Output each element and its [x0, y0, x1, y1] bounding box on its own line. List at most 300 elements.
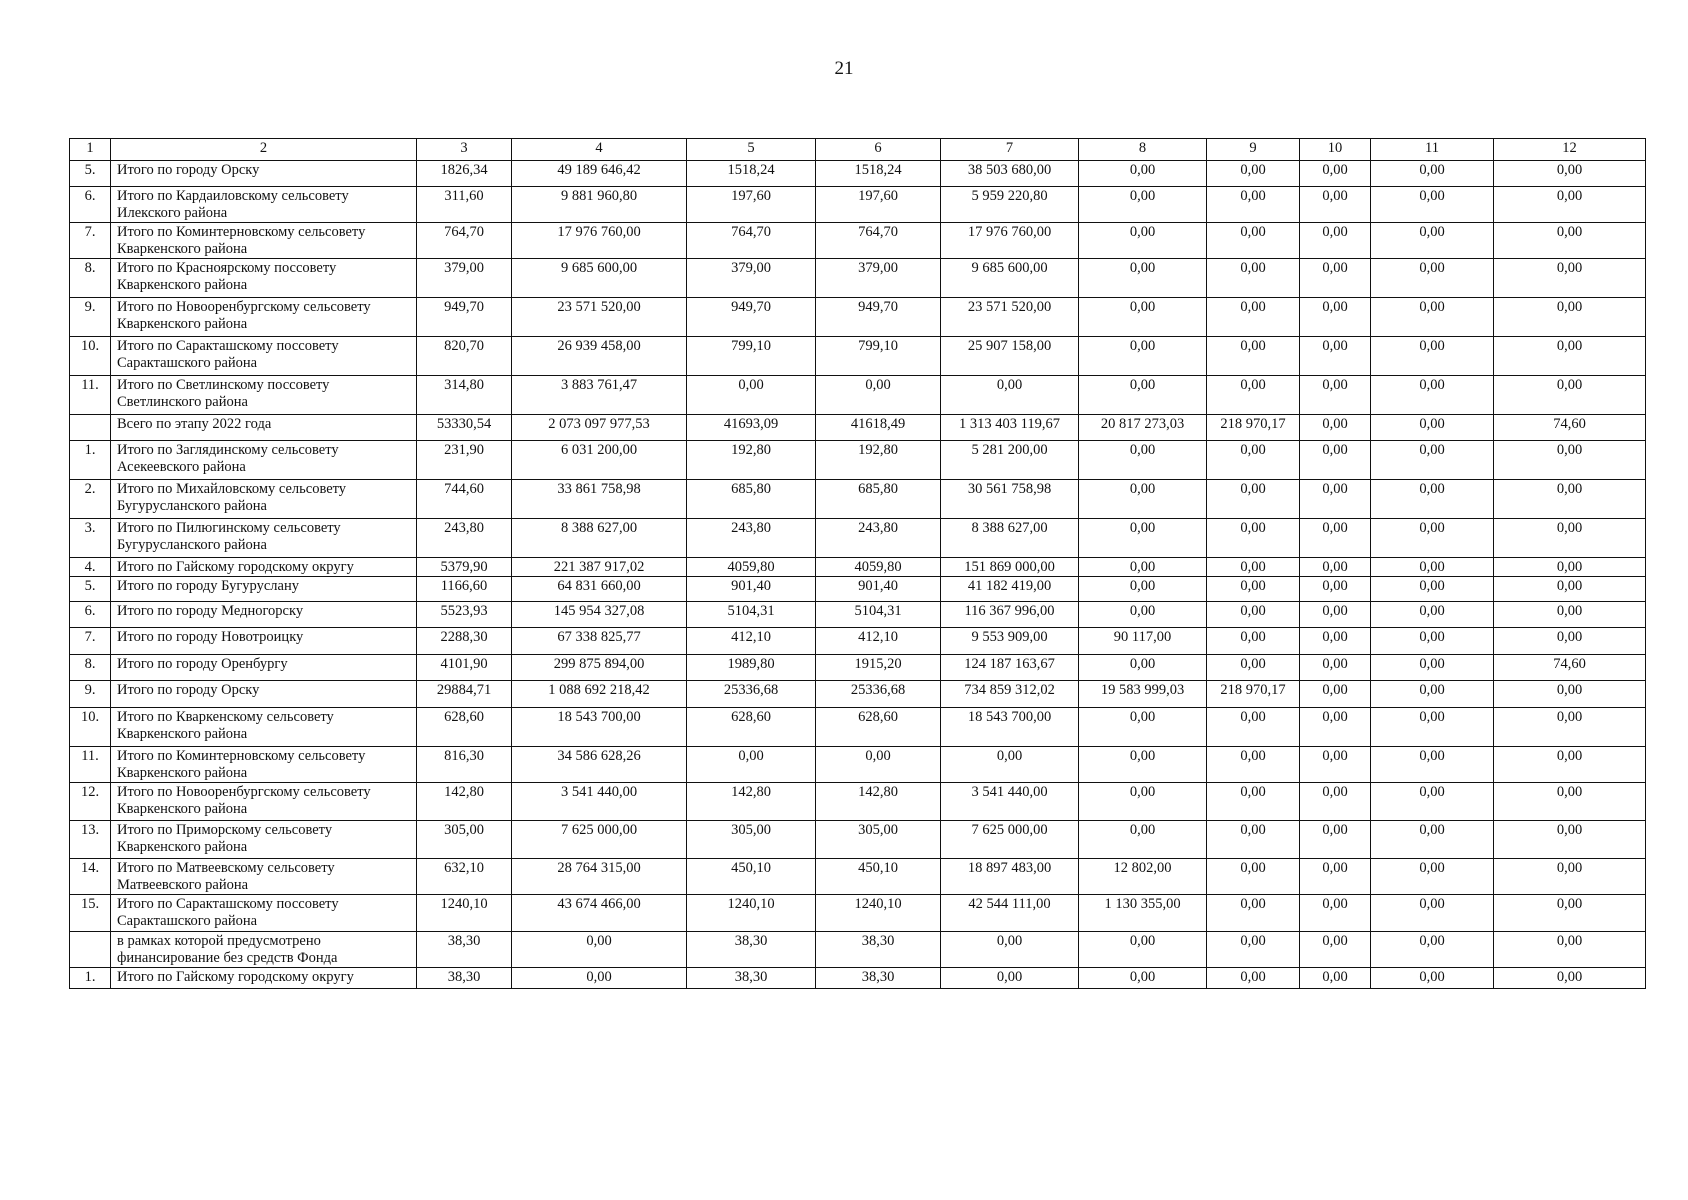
- value-cell-col-11: 0,00: [1371, 895, 1494, 932]
- value-cell-col-8: 0,00: [1079, 708, 1207, 747]
- value-cell-col-6: 685,80: [816, 480, 941, 519]
- value-cell-col-4: 26 939 458,00: [512, 337, 687, 376]
- value-cell-col-10: 0,00: [1300, 895, 1371, 932]
- value-cell-col-9: 0,00: [1207, 223, 1300, 259]
- row-number-cell: 12.: [70, 783, 111, 821]
- value-cell-col-12: 0,00: [1494, 577, 1646, 602]
- value-cell-col-12: 0,00: [1494, 259, 1646, 298]
- value-cell-col-3: 816,30: [417, 747, 512, 783]
- value-cell-col-12: 74,60: [1494, 415, 1646, 441]
- row-name-cell: Итого по Коминтерновскому сельсовету Кваркенского района: [111, 747, 417, 783]
- row-number-cell: [70, 932, 111, 968]
- value-cell-col-10: 0,00: [1300, 821, 1371, 859]
- value-cell-col-4: 145 954 327,08: [512, 602, 687, 628]
- value-cell-col-6: 5104,31: [816, 602, 941, 628]
- value-cell-col-4: 1 088 692 218,42: [512, 681, 687, 708]
- value-cell-col-9: 0,00: [1207, 519, 1300, 558]
- row-number-cell: 2.: [70, 480, 111, 519]
- value-cell-col-10: 0,00: [1300, 161, 1371, 187]
- table-row: [70, 655, 1646, 681]
- value-cell-col-8: 0,00: [1079, 376, 1207, 415]
- value-cell-col-9: 0,00: [1207, 783, 1300, 821]
- value-cell-col-8: 0,00: [1079, 747, 1207, 783]
- value-cell-col-9: 0,00: [1207, 932, 1300, 968]
- value-cell-col-6: 379,00: [816, 259, 941, 298]
- value-cell-col-7: 41 182 419,00: [941, 577, 1079, 602]
- row-name-cell: Итого по Красноярскому поссовету Кваркенского района: [111, 259, 417, 298]
- column-number: 7: [941, 139, 1079, 161]
- value-cell-col-12: 0,00: [1494, 376, 1646, 415]
- column-number: 10: [1300, 139, 1371, 161]
- value-cell-col-7: 9 553 909,00: [941, 628, 1079, 655]
- row-number-cell: 4.: [70, 558, 111, 577]
- row-name-cell: Итого по Кваркенскому сельсовету Кваркенского района: [111, 708, 417, 747]
- value-cell-col-7: 0,00: [941, 932, 1079, 968]
- row-name-cell: Итого по Саракташскому поссовету Саракташского района: [111, 337, 417, 376]
- value-cell-col-3: 5379,90: [417, 558, 512, 577]
- value-cell-col-4: 43 674 466,00: [512, 895, 687, 932]
- value-cell-col-7: 18 543 700,00: [941, 708, 1079, 747]
- table-row: [70, 337, 1646, 376]
- value-cell-col-3: 1826,34: [417, 161, 512, 187]
- value-cell-col-12: 0,00: [1494, 821, 1646, 859]
- value-cell-col-5: 949,70: [687, 298, 816, 337]
- value-cell-col-6: 197,60: [816, 187, 941, 223]
- value-cell-col-11: 0,00: [1371, 337, 1494, 376]
- value-cell-col-12: 0,00: [1494, 628, 1646, 655]
- value-cell-col-12: 0,00: [1494, 223, 1646, 259]
- value-cell-col-4: 2 073 097 977,53: [512, 415, 687, 441]
- value-cell-col-3: 1240,10: [417, 895, 512, 932]
- value-cell-col-5: 1240,10: [687, 895, 816, 932]
- value-cell-col-8: 0,00: [1079, 223, 1207, 259]
- row-number-cell: 10.: [70, 337, 111, 376]
- value-cell-col-8: 0,00: [1079, 932, 1207, 968]
- value-cell-col-9: 0,00: [1207, 376, 1300, 415]
- row-name-cell: Итого по Михайловскому сельсовету Бугурусланского района: [111, 480, 417, 519]
- value-cell-col-7: 42 544 111,00: [941, 895, 1079, 932]
- value-cell-col-5: 901,40: [687, 577, 816, 602]
- value-cell-col-10: 0,00: [1300, 223, 1371, 259]
- value-cell-col-7: 5 281 200,00: [941, 441, 1079, 480]
- value-cell-col-10: 0,00: [1300, 577, 1371, 602]
- value-cell-col-6: 4059,80: [816, 558, 941, 577]
- row-number-cell: 10.: [70, 708, 111, 747]
- value-cell-col-10: 0,00: [1300, 415, 1371, 441]
- value-cell-col-5: 379,00: [687, 259, 816, 298]
- value-cell-col-12: 0,00: [1494, 519, 1646, 558]
- value-cell-col-6: 142,80: [816, 783, 941, 821]
- value-cell-col-8: 0,00: [1079, 783, 1207, 821]
- value-cell-col-8: 0,00: [1079, 480, 1207, 519]
- column-number: 9: [1207, 139, 1300, 161]
- value-cell-col-5: 38,30: [687, 968, 816, 989]
- value-cell-col-4: 18 543 700,00: [512, 708, 687, 747]
- value-cell-col-10: 0,00: [1300, 337, 1371, 376]
- value-cell-col-6: 1915,20: [816, 655, 941, 681]
- column-number-row: [70, 139, 1646, 161]
- value-cell-col-12: 0,00: [1494, 602, 1646, 628]
- value-cell-col-12: 0,00: [1494, 558, 1646, 577]
- value-cell-col-3: 820,70: [417, 337, 512, 376]
- value-cell-col-3: 243,80: [417, 519, 512, 558]
- value-cell-col-6: 949,70: [816, 298, 941, 337]
- value-cell-col-10: 0,00: [1300, 628, 1371, 655]
- column-number: 5: [687, 139, 816, 161]
- value-cell-col-10: 0,00: [1300, 480, 1371, 519]
- value-cell-col-4: 0,00: [512, 932, 687, 968]
- table-row: [70, 376, 1646, 415]
- value-cell-col-4: 9 685 600,00: [512, 259, 687, 298]
- row-number-cell: 6.: [70, 602, 111, 628]
- value-cell-col-11: 0,00: [1371, 187, 1494, 223]
- table-row: [70, 783, 1646, 821]
- row-number-cell: 8.: [70, 655, 111, 681]
- value-cell-col-4: 67 338 825,77: [512, 628, 687, 655]
- value-cell-col-11: 0,00: [1371, 747, 1494, 783]
- value-cell-col-12: 0,00: [1494, 298, 1646, 337]
- value-cell-col-9: 0,00: [1207, 298, 1300, 337]
- value-cell-col-8: 90 117,00: [1079, 628, 1207, 655]
- value-cell-col-12: 0,00: [1494, 441, 1646, 480]
- value-cell-col-5: 799,10: [687, 337, 816, 376]
- column-number: 3: [417, 139, 512, 161]
- row-name-cell: Итого по Светлинскому поссовету Светлинского района: [111, 376, 417, 415]
- value-cell-col-9: 0,00: [1207, 708, 1300, 747]
- value-cell-col-12: 0,00: [1494, 783, 1646, 821]
- column-number: 1: [70, 139, 111, 161]
- value-cell-col-7: 3 541 440,00: [941, 783, 1079, 821]
- value-cell-col-8: 0,00: [1079, 298, 1207, 337]
- value-cell-col-10: 0,00: [1300, 558, 1371, 577]
- table-row: [70, 628, 1646, 655]
- value-cell-col-5: 628,60: [687, 708, 816, 747]
- table-row: [70, 747, 1646, 783]
- value-cell-col-7: 23 571 520,00: [941, 298, 1079, 337]
- table-row: [70, 821, 1646, 859]
- value-cell-col-6: 799,10: [816, 337, 941, 376]
- value-cell-col-4: 0,00: [512, 968, 687, 989]
- value-cell-col-5: 305,00: [687, 821, 816, 859]
- row-number-cell: 15.: [70, 895, 111, 932]
- row-number-cell: [70, 415, 111, 441]
- column-number: 2: [111, 139, 417, 161]
- value-cell-col-11: 0,00: [1371, 223, 1494, 259]
- value-cell-col-7: 151 869 000,00: [941, 558, 1079, 577]
- row-name-cell: Итого по городу Бугуруслану: [111, 577, 417, 602]
- value-cell-col-3: 628,60: [417, 708, 512, 747]
- value-cell-col-7: 7 625 000,00: [941, 821, 1079, 859]
- value-cell-col-6: 25336,68: [816, 681, 941, 708]
- value-cell-col-12: 74,60: [1494, 655, 1646, 681]
- value-cell-col-8: 0,00: [1079, 187, 1207, 223]
- row-name-cell: Итого по Новооренбургскому сельсовету Кваркенского района: [111, 298, 417, 337]
- value-cell-col-6: 192,80: [816, 441, 941, 480]
- value-cell-col-7: 0,00: [941, 376, 1079, 415]
- value-cell-col-10: 0,00: [1300, 681, 1371, 708]
- value-cell-col-4: 3 883 761,47: [512, 376, 687, 415]
- table-row: [70, 932, 1646, 968]
- row-name-cell: Итого по городу Орску: [111, 681, 417, 708]
- row-name-cell: Итого по Приморскому сельсовету Кваркенского района: [111, 821, 417, 859]
- value-cell-col-12: 0,00: [1494, 747, 1646, 783]
- value-cell-col-7: 0,00: [941, 968, 1079, 989]
- value-cell-col-9: 0,00: [1207, 655, 1300, 681]
- value-cell-col-7: 9 685 600,00: [941, 259, 1079, 298]
- table-row: [70, 681, 1646, 708]
- value-cell-col-9: 0,00: [1207, 558, 1300, 577]
- value-cell-col-7: 734 859 312,02: [941, 681, 1079, 708]
- value-cell-col-6: 901,40: [816, 577, 941, 602]
- column-number: 11: [1371, 139, 1494, 161]
- column-number: 6: [816, 139, 941, 161]
- value-cell-col-9: 218 970,17: [1207, 415, 1300, 441]
- column-number: 12: [1494, 139, 1646, 161]
- value-cell-col-3: 142,80: [417, 783, 512, 821]
- value-cell-col-3: 314,80: [417, 376, 512, 415]
- value-cell-col-6: 0,00: [816, 376, 941, 415]
- value-cell-col-4: 8 388 627,00: [512, 519, 687, 558]
- value-cell-col-5: 243,80: [687, 519, 816, 558]
- value-cell-col-4: 7 625 000,00: [512, 821, 687, 859]
- value-cell-col-5: 4059,80: [687, 558, 816, 577]
- table-row: [70, 480, 1646, 519]
- row-number-cell: 9.: [70, 681, 111, 708]
- value-cell-col-6: 0,00: [816, 747, 941, 783]
- value-cell-col-11: 0,00: [1371, 558, 1494, 577]
- table-row: [70, 968, 1646, 989]
- value-cell-col-11: 0,00: [1371, 415, 1494, 441]
- row-number-cell: 3.: [70, 519, 111, 558]
- value-cell-col-12: 0,00: [1494, 161, 1646, 187]
- value-cell-col-3: 53330,54: [417, 415, 512, 441]
- value-cell-col-11: 0,00: [1371, 708, 1494, 747]
- row-name-cell: Итого по Гайскому городскому округу: [111, 968, 417, 989]
- value-cell-col-9: 0,00: [1207, 968, 1300, 989]
- value-cell-col-8: 0,00: [1079, 337, 1207, 376]
- value-cell-col-4: 6 031 200,00: [512, 441, 687, 480]
- value-cell-col-10: 0,00: [1300, 708, 1371, 747]
- value-cell-col-8: 0,00: [1079, 161, 1207, 187]
- value-cell-col-11: 0,00: [1371, 932, 1494, 968]
- value-cell-col-10: 0,00: [1300, 783, 1371, 821]
- value-cell-col-7: 17 976 760,00: [941, 223, 1079, 259]
- value-cell-col-10: 0,00: [1300, 441, 1371, 480]
- value-cell-col-6: 38,30: [816, 932, 941, 968]
- row-number-cell: 7.: [70, 223, 111, 259]
- value-cell-col-7: 18 897 483,00: [941, 859, 1079, 895]
- value-cell-col-11: 0,00: [1371, 783, 1494, 821]
- row-number-cell: 5.: [70, 161, 111, 187]
- row-number-cell: 7.: [70, 628, 111, 655]
- value-cell-col-3: 2288,30: [417, 628, 512, 655]
- value-cell-col-11: 0,00: [1371, 655, 1494, 681]
- value-cell-col-11: 0,00: [1371, 480, 1494, 519]
- value-cell-col-6: 41618,49: [816, 415, 941, 441]
- value-cell-col-5: 38,30: [687, 932, 816, 968]
- value-cell-col-10: 0,00: [1300, 376, 1371, 415]
- value-cell-col-9: 0,00: [1207, 480, 1300, 519]
- value-cell-col-5: 0,00: [687, 376, 816, 415]
- value-cell-col-4: 33 861 758,98: [512, 480, 687, 519]
- value-cell-col-5: 450,10: [687, 859, 816, 895]
- value-cell-col-7: 1 313 403 119,67: [941, 415, 1079, 441]
- table-body: [70, 139, 1646, 989]
- value-cell-col-9: 0,00: [1207, 259, 1300, 298]
- value-cell-col-10: 0,00: [1300, 859, 1371, 895]
- value-cell-col-10: 0,00: [1300, 298, 1371, 337]
- row-name-cell: Итого по городу Орску: [111, 161, 417, 187]
- table-row: [70, 441, 1646, 480]
- value-cell-col-3: 38,30: [417, 968, 512, 989]
- value-cell-col-9: 0,00: [1207, 821, 1300, 859]
- row-name-cell: Итого по Коминтерновскому сельсовету Кваркенского района: [111, 223, 417, 259]
- value-cell-col-5: 5104,31: [687, 602, 816, 628]
- value-cell-col-8: 12 802,00: [1079, 859, 1207, 895]
- value-cell-col-9: 0,00: [1207, 337, 1300, 376]
- row-name-cell: Итого по городу Медногорску: [111, 602, 417, 628]
- value-cell-col-6: 450,10: [816, 859, 941, 895]
- value-cell-col-12: 0,00: [1494, 932, 1646, 968]
- value-cell-col-4: 49 189 646,42: [512, 161, 687, 187]
- page-number: 21: [834, 58, 854, 79]
- value-cell-col-4: 34 586 628,26: [512, 747, 687, 783]
- value-cell-col-5: 0,00: [687, 747, 816, 783]
- value-cell-col-3: 764,70: [417, 223, 512, 259]
- value-cell-col-6: 243,80: [816, 519, 941, 558]
- value-cell-col-8: 0,00: [1079, 602, 1207, 628]
- value-cell-col-4: 3 541 440,00: [512, 783, 687, 821]
- table-row: [70, 187, 1646, 223]
- value-cell-col-9: 0,00: [1207, 441, 1300, 480]
- value-cell-col-10: 0,00: [1300, 932, 1371, 968]
- value-cell-col-6: 1518,24: [816, 161, 941, 187]
- row-number-cell: 13.: [70, 821, 111, 859]
- value-cell-col-10: 0,00: [1300, 187, 1371, 223]
- value-cell-col-3: 311,60: [417, 187, 512, 223]
- row-name-cell: Итого по Саракташскому поссовету Саракташского района: [111, 895, 417, 932]
- value-cell-col-8: 0,00: [1079, 577, 1207, 602]
- row-name-cell: Итого по Гайскому городскому округу: [111, 558, 417, 577]
- value-cell-col-5: 412,10: [687, 628, 816, 655]
- value-cell-col-7: 0,00: [941, 747, 1079, 783]
- column-number: 8: [1079, 139, 1207, 161]
- value-cell-col-4: 23 571 520,00: [512, 298, 687, 337]
- value-cell-col-9: 0,00: [1207, 577, 1300, 602]
- value-cell-col-3: 305,00: [417, 821, 512, 859]
- value-cell-col-5: 685,80: [687, 480, 816, 519]
- value-cell-col-7: 5 959 220,80: [941, 187, 1079, 223]
- value-cell-col-12: 0,00: [1494, 859, 1646, 895]
- data-table: [69, 138, 1646, 989]
- table-row: [70, 895, 1646, 932]
- row-number-cell: 14.: [70, 859, 111, 895]
- value-cell-col-10: 0,00: [1300, 747, 1371, 783]
- value-cell-col-4: 64 831 660,00: [512, 577, 687, 602]
- value-cell-col-11: 0,00: [1371, 681, 1494, 708]
- value-cell-col-3: 1166,60: [417, 577, 512, 602]
- column-number: 4: [512, 139, 687, 161]
- value-cell-col-5: 142,80: [687, 783, 816, 821]
- value-cell-col-7: 116 367 996,00: [941, 602, 1079, 628]
- value-cell-col-10: 0,00: [1300, 259, 1371, 298]
- value-cell-col-3: 949,70: [417, 298, 512, 337]
- row-name-cell: Итого по Заглядинскому сельсовету Асекеевского района: [111, 441, 417, 480]
- row-name-cell: Итого по Пилюгинскому сельсовету Бугурусланского района: [111, 519, 417, 558]
- value-cell-col-12: 0,00: [1494, 681, 1646, 708]
- value-cell-col-10: 0,00: [1300, 519, 1371, 558]
- row-name-cell: Итого по Кардаиловскому сельсовету Илекского района: [111, 187, 417, 223]
- row-name-cell: Итого по городу Новотроицку: [111, 628, 417, 655]
- table-row: [70, 415, 1646, 441]
- row-name-cell: Итого по городу Оренбургу: [111, 655, 417, 681]
- value-cell-col-6: 412,10: [816, 628, 941, 655]
- value-cell-col-11: 0,00: [1371, 441, 1494, 480]
- value-cell-col-8: 0,00: [1079, 558, 1207, 577]
- value-cell-col-12: 0,00: [1494, 337, 1646, 376]
- row-number-cell: 11.: [70, 747, 111, 783]
- value-cell-col-11: 0,00: [1371, 161, 1494, 187]
- value-cell-col-8: 20 817 273,03: [1079, 415, 1207, 441]
- row-number-cell: 11.: [70, 376, 111, 415]
- value-cell-col-11: 0,00: [1371, 628, 1494, 655]
- table-row: [70, 298, 1646, 337]
- value-cell-col-5: 764,70: [687, 223, 816, 259]
- value-cell-col-3: 38,30: [417, 932, 512, 968]
- value-cell-col-7: 25 907 158,00: [941, 337, 1079, 376]
- value-cell-col-6: 764,70: [816, 223, 941, 259]
- row-number-cell: 5.: [70, 577, 111, 602]
- table-row: [70, 577, 1646, 602]
- value-cell-col-4: 28 764 315,00: [512, 859, 687, 895]
- value-cell-col-9: 0,00: [1207, 895, 1300, 932]
- value-cell-col-3: 231,90: [417, 441, 512, 480]
- value-cell-col-6: 1240,10: [816, 895, 941, 932]
- value-cell-col-8: 1 130 355,00: [1079, 895, 1207, 932]
- row-name-cell: в рамках которой предусмотрено финансирование без средств Фонда: [111, 932, 417, 968]
- value-cell-col-9: 0,00: [1207, 747, 1300, 783]
- value-cell-col-9: 0,00: [1207, 161, 1300, 187]
- value-cell-col-11: 0,00: [1371, 821, 1494, 859]
- value-cell-col-11: 0,00: [1371, 602, 1494, 628]
- value-cell-col-5: 25336,68: [687, 681, 816, 708]
- row-number-cell: 9.: [70, 298, 111, 337]
- value-cell-col-12: 0,00: [1494, 187, 1646, 223]
- value-cell-col-8: 0,00: [1079, 519, 1207, 558]
- value-cell-col-5: 1518,24: [687, 161, 816, 187]
- value-cell-col-5: 192,80: [687, 441, 816, 480]
- value-cell-col-8: 19 583 999,03: [1079, 681, 1207, 708]
- row-number-cell: 6.: [70, 187, 111, 223]
- value-cell-col-10: 0,00: [1300, 602, 1371, 628]
- table-row: [70, 519, 1646, 558]
- row-number-cell: 1.: [70, 968, 111, 989]
- value-cell-col-8: 0,00: [1079, 441, 1207, 480]
- table-row: [70, 161, 1646, 187]
- value-cell-col-5: 1989,80: [687, 655, 816, 681]
- table-row: [70, 708, 1646, 747]
- value-cell-col-12: 0,00: [1494, 708, 1646, 747]
- value-cell-col-11: 0,00: [1371, 859, 1494, 895]
- row-number-cell: 1.: [70, 441, 111, 480]
- value-cell-col-11: 0,00: [1371, 259, 1494, 298]
- value-cell-col-7: 124 187 163,67: [941, 655, 1079, 681]
- value-cell-col-3: 5523,93: [417, 602, 512, 628]
- value-cell-col-10: 0,00: [1300, 968, 1371, 989]
- value-cell-col-7: 8 388 627,00: [941, 519, 1079, 558]
- value-cell-col-4: 17 976 760,00: [512, 223, 687, 259]
- value-cell-col-11: 0,00: [1371, 577, 1494, 602]
